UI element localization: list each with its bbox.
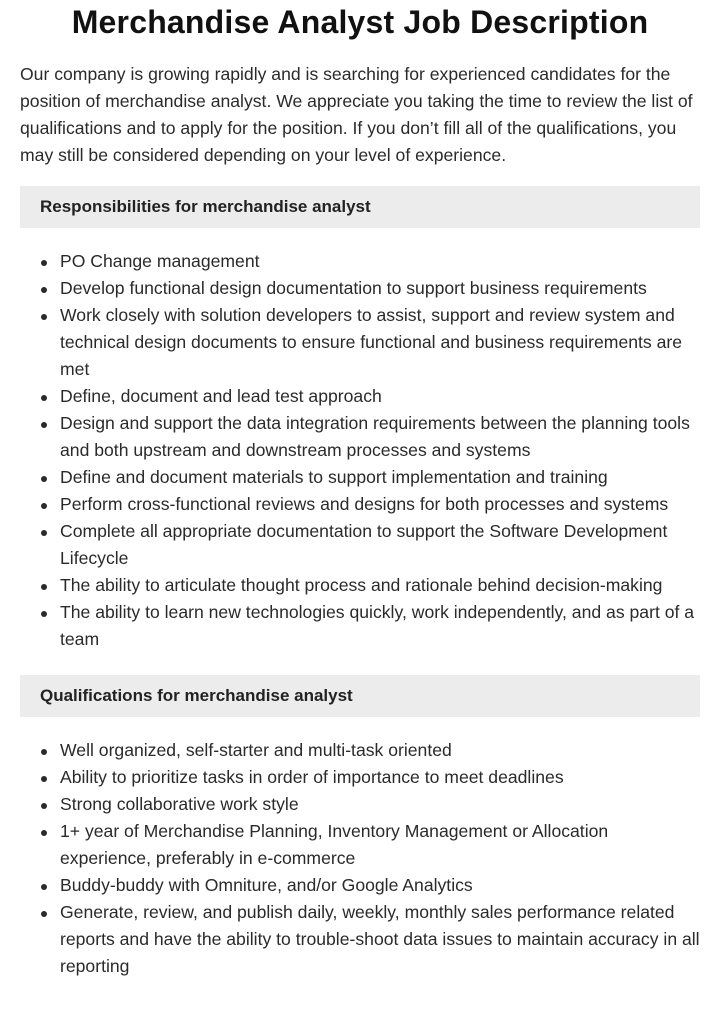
list-item: Define, document and lead test approach [20, 383, 700, 410]
list-item: Perform cross-functional reviews and designs for both processes and systems [20, 491, 700, 518]
page-title: Merchandise Analyst Job Description [71, 4, 649, 40]
list-item: Work closely with solution developers to assist, support and review system and technical design documents to ensure functional and business requirements are met [20, 302, 700, 383]
list-item: Ability to prioritize tasks in order of importance to meet deadlines [20, 764, 700, 791]
list-item: Well organized, self-starter and multi-task oriented [20, 737, 700, 764]
list-item: PO Change management [20, 248, 700, 275]
list-item: The ability to learn new technologies quickly, work independently, and as part of a team [20, 599, 700, 653]
list-item: 1+ year of Merchandise Planning, Inventory Management or Allocation experience, preferably in e-commerce [20, 818, 700, 872]
list-item: Complete all appropriate documentation to support the Software Development Lifecycle [20, 518, 700, 572]
list-item: Strong collaborative work style [20, 791, 700, 818]
list-item: Define and document materials to support implementation and training [20, 464, 700, 491]
qualifications-heading: Qualifications for merchandise analyst [20, 675, 700, 717]
list-item: Develop functional design documentation to support business requirements [20, 275, 700, 302]
list-item: Design and support the data integration requirements between the planning tools and both upstream and downstream processes and systems [20, 410, 700, 464]
responsibilities-list [20, 248, 700, 653]
list-item: The ability to articulate thought process and rationale behind decision-making [20, 572, 700, 599]
list-item: Generate, review, and publish daily, weekly, monthly sales performance related reports and have the ability to trouble-shoot data issues to maintain accuracy in all reporting [20, 899, 700, 980]
list-item: Buddy-buddy with Omniture, and/or Google Analytics [20, 872, 700, 899]
responsibilities-heading: Responsibilities for merchandise analyst [20, 186, 700, 228]
qualifications-list [20, 737, 700, 980]
intro-paragraph: Our company is growing rapidly and is searching for experienced candidates for the position of merchandise analyst. We appreciate you taking the time to review the list of qualifications and to apply for the position. If you don’t fill all of the qualifications, you may still be considered depending on your level of experience. [20, 64, 693, 165]
